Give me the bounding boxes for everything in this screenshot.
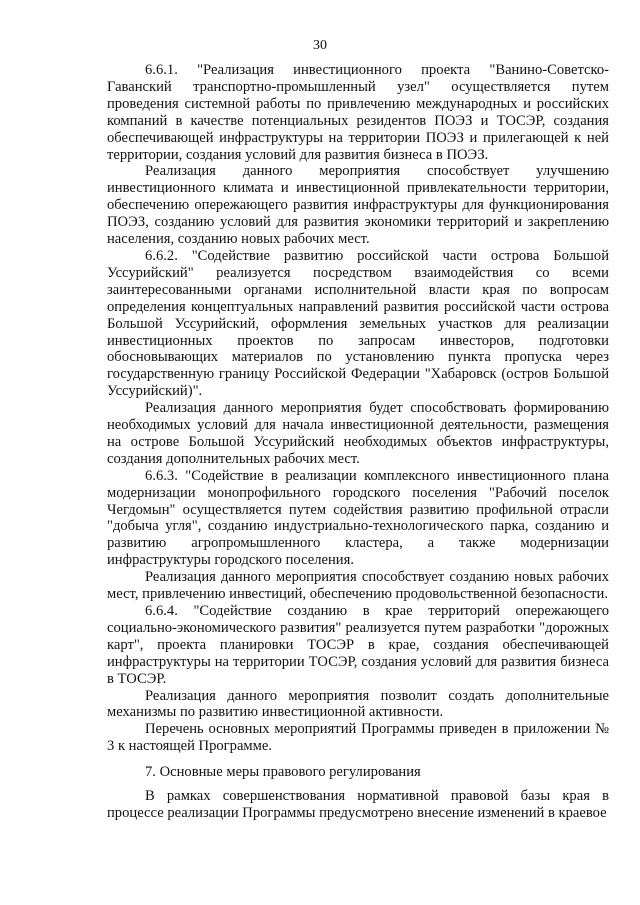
paragraph-section-7-intro: В рамках совершенствования нормативной правовой базы края в процессе реализации Программы предусмотрено внесение изменений в краевое	[107, 788, 609, 821]
paragraph-6-6-3: 6.6.3. "Содействие в реализации комплексного инвестиционного плана модернизации монопрофильного городского поселения "Рабочий поселок Чегдомын" осуществляется путем содействия развитию профильной отрасли "добыча угля", созданию индустриально-технологического парка, созданию и развитию агропромышленного кластера, а также модернизации инфраструктуры городского поселения.	[107, 467, 609, 569]
paragraph-appendix-reference: Перечень основных мероприятий Программы приведен в приложении № 3 к настоящей Программе.	[107, 721, 609, 755]
paragraph-6-6-1: 6.6.1. "Реализация инвестиционного проекта "Ванино-Советско-Гаванский транспортно-промышленный узел" осуществляется путем проведения системной работы по привлечению международных и российских компаний в качестве потенциальных резидентов ПОЭЗ и ТОСЭР, создания обеспечивающей инфраструктуры на территории ПОЭЗ и прилегающей к ней территории, создания условий для развития бизнеса в ПОЭЗ.	[107, 62, 609, 163]
paragraph-6-6-2: 6.6.2. "Содействие развитию российской части острова Большой Уссурийский" реализуется посредством взаимодействия со всеми заинтересованными органами исполнительной власти края по вопросам определения концептуальных направлений развития российской части острова Большой Уссурийский, оформления земельных участков для реализации инвестиционных проектов по запросам инвесторов, подготовки обосновывающих материалов по установлению пункта пропуска через государственную границу Российской Федерации "Хабаровск (остров Большой Уссурийский)".	[107, 247, 609, 400]
document-body	[107, 62, 609, 822]
paragraph-6-6-3-outcome: Реализация данного мероприятия способствует созданию новых рабочих мест, привлечению инвестиций, обеспечению продовольственной безопасности.	[107, 569, 609, 603]
section-7-heading: 7. Основные меры правового регулирования	[145, 764, 421, 781]
paragraph-6-6-4: 6.6.4. "Содействие созданию в крае территорий опережающего социально-экономического развития" реализуется путем разработки "дорожных карт", проекта планировки ТОСЭР в крае, создания обеспечивающей инфраструктуры на территории ТОСЭР, создания условий для развития бизнеса в ТОСЭР.	[107, 603, 609, 687]
page-number: 30	[313, 38, 327, 53]
paragraph-6-6-4-outcome: Реализация данного мероприятия позволит создать дополнительные механизмы по развитию инвестиционной активности.	[107, 687, 609, 721]
paragraph-6-6-1-outcome: Реализация данного мероприятия способствует улучшению инвестиционного климата и инвестиционной привлекательности территории, обеспечению опережающего развития инфраструктуры для функционирования ПОЭЗ, созданию условий для развития экономики территорий и закреплению населения, созданию новых рабочих мест.	[107, 163, 609, 248]
paragraph-6-6-2-outcome: Реализация данного мероприятия будет способствовать формированию необходимых условий для начала инвестиционной деятельности, размещения на острове Большой Уссурийский необходимых объектов инфраструктуры, создания дополнительных рабочих мест.	[107, 400, 609, 467]
